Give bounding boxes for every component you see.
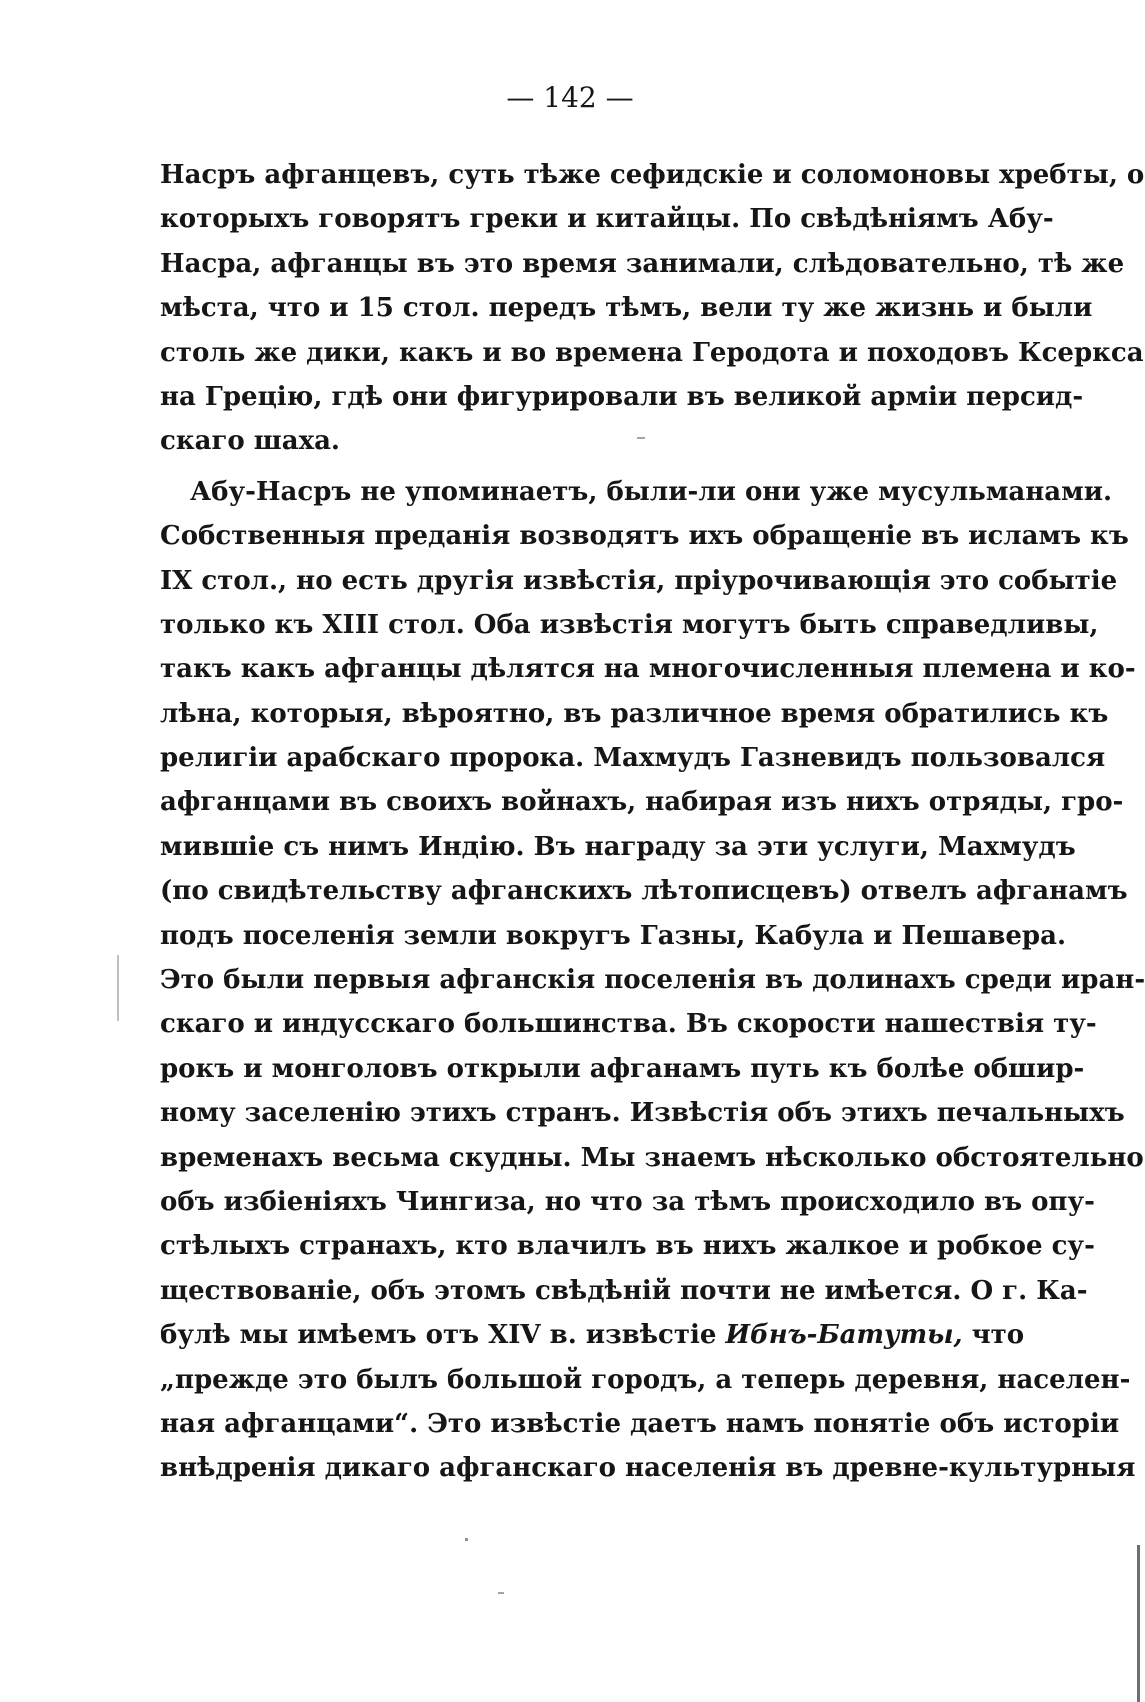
body-text <box>160 153 1145 1491</box>
text-line: ная афганцами“. Это извѣстіе даетъ намъ понятіе объ исторіи <box>160 1408 1120 1439</box>
text-line: которыхъ говорятъ греки и китайцы. По свѣдѣніямъ Абу- <box>160 204 1054 235</box>
text-line: религіи арабскаго пророка. Махмудъ Газневидъ пользовался <box>160 743 1106 774</box>
page-number: — 142 — <box>506 81 634 114</box>
text-line: Насра, афганцы въ это время занимали, слѣдовательно, тѣ же <box>160 248 1125 279</box>
text-line: Насръ афганцевъ, суть тѣже сефидскіе и соломоновы хребты, о <box>160 160 1145 190</box>
text-line: мѣста, что и 15 стол. передъ тѣмъ, вели ту же жизнь и были <box>160 293 1093 324</box>
text-line: Собственныя преданія возводятъ ихъ обращеніе въ исламъ къ <box>160 521 1129 552</box>
text-line: только къ XIII стол. Оба извѣстія могутъ быть справедливы, <box>160 609 1099 640</box>
text-line: на Грецію, гдѣ они фигурировали въ великой арміи персид- <box>160 381 1084 412</box>
text-line: скаго и индусскаго большинства. Въ скорости нашествія ту- <box>160 1009 1097 1040</box>
text-line: афганцами въ своихъ войнахъ, набирая изъ нихъ отряды, гро- <box>160 787 1124 818</box>
text-line: Это были первыя афганскія поселенія въ долинахъ среди иран- <box>160 965 1145 996</box>
paragraph-2 <box>160 470 1145 1491</box>
text-line: временахъ весьма скудны. Мы знаемъ нѣсколько обстоятельно <box>160 1142 1144 1173</box>
text-line: Абу-Насръ не упоминаетъ, были-ли они уже мусульманами. <box>190 476 1113 507</box>
text-line: ществованіе, объ этомъ свѣдѣній почти не имѣется. О г. Ка- <box>160 1275 1088 1306</box>
text-line: рокъ и монголовъ открыли афганамъ путь къ болѣе обшир- <box>160 1053 1085 1084</box>
text-line: внѣдренія дикаго афганскаго населенія въ древне-культурныя <box>160 1453 1136 1484</box>
text-line: столь же дики, какъ и во времена Геродота и походовъ Ксеркса <box>160 337 1144 368</box>
text-line: такъ какъ афганцы дѣлятся на многочисленныя племена и ко- <box>160 654 1136 685</box>
text-line-with-italic <box>160 1313 1025 1357</box>
text-line: (по свидѣтельству афганскихъ лѣтописцевъ) отвелъ афганамъ <box>160 876 1128 907</box>
text-line: мившіе съ нимъ Индію. Въ награду за эти услуги, Махмудъ <box>160 831 1076 862</box>
scan-speck <box>117 955 119 1021</box>
paragraph-1 <box>160 153 1145 464</box>
text-line: стѣлыхъ странахъ, кто влачилъ въ нихъ жалкое и робкое су- <box>160 1231 1095 1262</box>
scan-speck <box>465 1538 468 1541</box>
text-line: „прежде это былъ большой городъ, а теперь деревня, населен- <box>160 1364 1131 1395</box>
italic-name: Ибнъ-Батуты, <box>725 1320 963 1351</box>
text-line: скаго шаха. <box>160 426 340 457</box>
text-line: подъ поселенія земли вокругъ Газны, Кабула и Пешавера. <box>160 920 1067 951</box>
text-line: ному заселенію этихъ странъ. Извѣстія объ этихъ печальныхъ <box>160 1098 1125 1129</box>
scan-speck <box>498 1592 504 1594</box>
text-segment: булѣ мы имѣемъ отъ XIV в. извѣстіе <box>160 1320 717 1351</box>
page-edge-line <box>1137 1545 1140 1702</box>
text-line: лѣна, которыя, вѣроятно, въ различное время обратились къ <box>160 698 1109 729</box>
text-line: объ избіеніяхъ Чингиза, но что за тѣмъ происходило въ опу- <box>160 1186 1095 1217</box>
text-line: IX стол., но есть другія извѣстія, пріурочивающія это событіе <box>160 565 1118 596</box>
text-segment: что <box>971 1320 1025 1351</box>
scan-speck <box>637 437 645 439</box>
